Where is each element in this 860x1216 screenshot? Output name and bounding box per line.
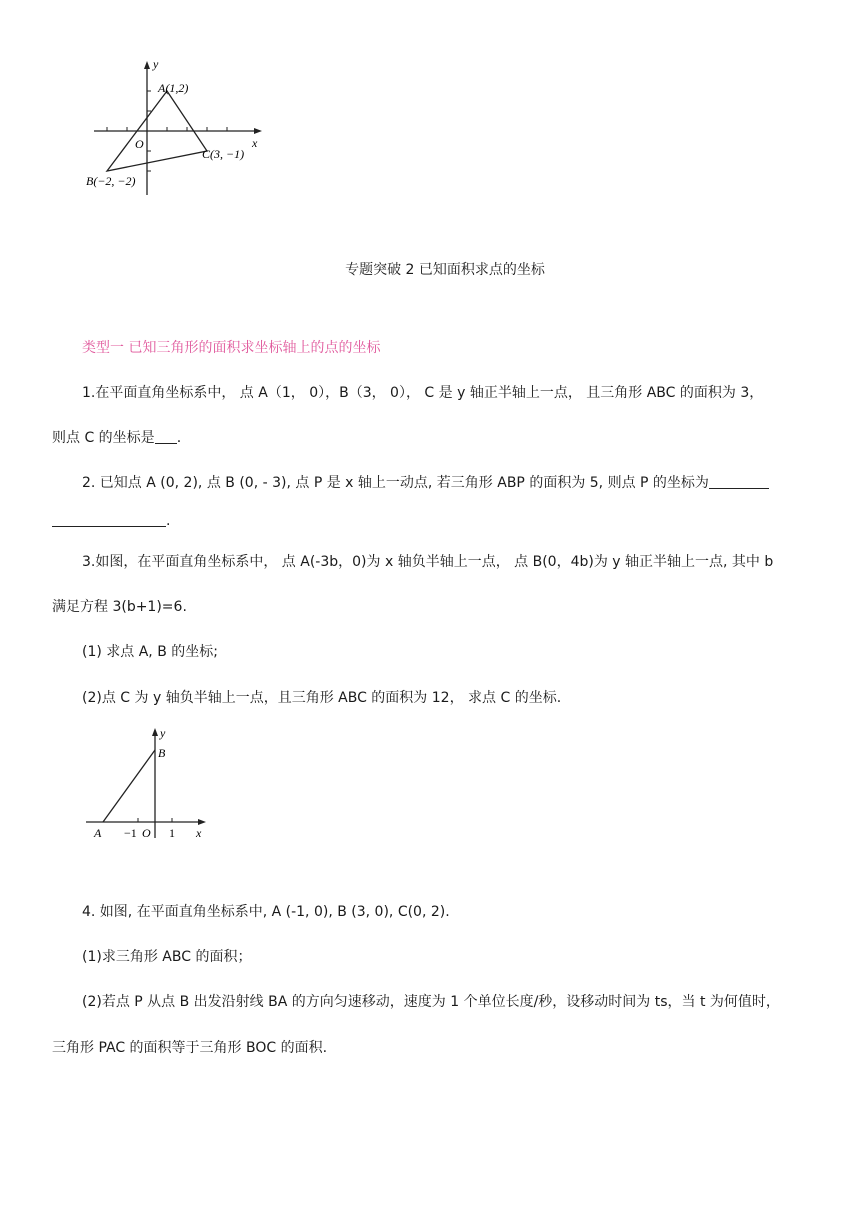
question-1-line-2 <box>52 427 181 447</box>
x-axis-arrow <box>254 128 262 134</box>
answer-blank <box>52 512 166 527</box>
answer-blank <box>709 474 769 489</box>
question-1-line-1: 1.在平面直角坐标系中， 点 A（1， 0），B（3， 0）， C 是 y 轴正半轴上一点， 且三角形 ABC 的面积为 3， <box>82 385 764 401</box>
question-3-line-1: 3.如图，在平面直角坐标系中， 点 A(-3b，0)为 x 轴负半轴上一点， 点 B(0，4b)为 y 轴正半轴上一点, 其中 b <box>82 554 774 570</box>
question-3-line-2: 满足方程 3(b+1)=6. <box>52 599 187 615</box>
origin-label: O <box>142 826 151 840</box>
question-2-end: . <box>166 513 171 529</box>
point-c-label: C(3, −1) <box>202 147 245 161</box>
question-1-text: 则点 C 的坐标是 <box>52 430 155 446</box>
question-2-line-1 <box>82 472 769 492</box>
point-b-label: B(−2, −2) <box>86 174 136 188</box>
y-axis-arrow <box>152 728 158 736</box>
figure-segment-ab <box>84 724 214 844</box>
question-1-end: . <box>176 430 182 446</box>
y-axis-label: y <box>153 57 159 71</box>
x-axis-arrow <box>198 819 206 825</box>
point-b-label: B <box>158 746 166 760</box>
question-4-sub-2-line-1: (2)若点 P 从点 B 出发沿射线 BA 的方向匀速移动，速度为 1 个单位长度/秒，设移动时间为 ts，当 t 为何值时， <box>82 994 780 1010</box>
question-2-line-2 <box>52 512 170 529</box>
question-4-sub-2-line-2: 三角形 PAC 的面积等于三角形 BOC 的面积. <box>52 1040 328 1056</box>
tick-label-1: 1 <box>169 826 175 840</box>
question-4-sub-1: (1)求三角形 ABC 的面积； <box>82 949 252 965</box>
x-axis-label: x <box>252 136 258 150</box>
origin-label: O <box>135 137 144 151</box>
segment-ab <box>103 750 155 822</box>
point-a-label: A <box>94 826 102 840</box>
y-axis-arrow <box>144 61 150 69</box>
point-a-label: A(1,2) <box>158 81 189 95</box>
answer-blank <box>155 429 177 444</box>
question-3-sub-1: (1) 求点 A, B 的坐标; <box>82 644 218 660</box>
tick-label-neg-1: −1 <box>124 826 137 840</box>
figure-triangle-abc <box>80 55 270 205</box>
question-3-sub-2: (2)点 C 为 y 轴负半轴上一点，且三角形 ABC 的面积为 12， 求点 C 的坐标. <box>82 690 562 706</box>
section-heading: 类型一 已知三角形的面积求坐标轴上的点的坐标 <box>82 340 381 356</box>
x-axis-label: x <box>196 826 202 840</box>
question-2-text: 2. 已知点 A (0, 2), 点 B (0, - 3), 点 P 是 x 轴上一动点, 若三角形 ABP 的面积为 5, 则点 P 的坐标为 <box>82 475 709 491</box>
question-4-line-1: 4. 如图, 在平面直角坐标系中, A (-1, 0), B (3, 0), C(0, 2). <box>82 904 450 920</box>
page-title: 专题突破 2 已知面积求点的坐标 <box>345 262 545 278</box>
y-axis-label: y <box>160 726 166 740</box>
